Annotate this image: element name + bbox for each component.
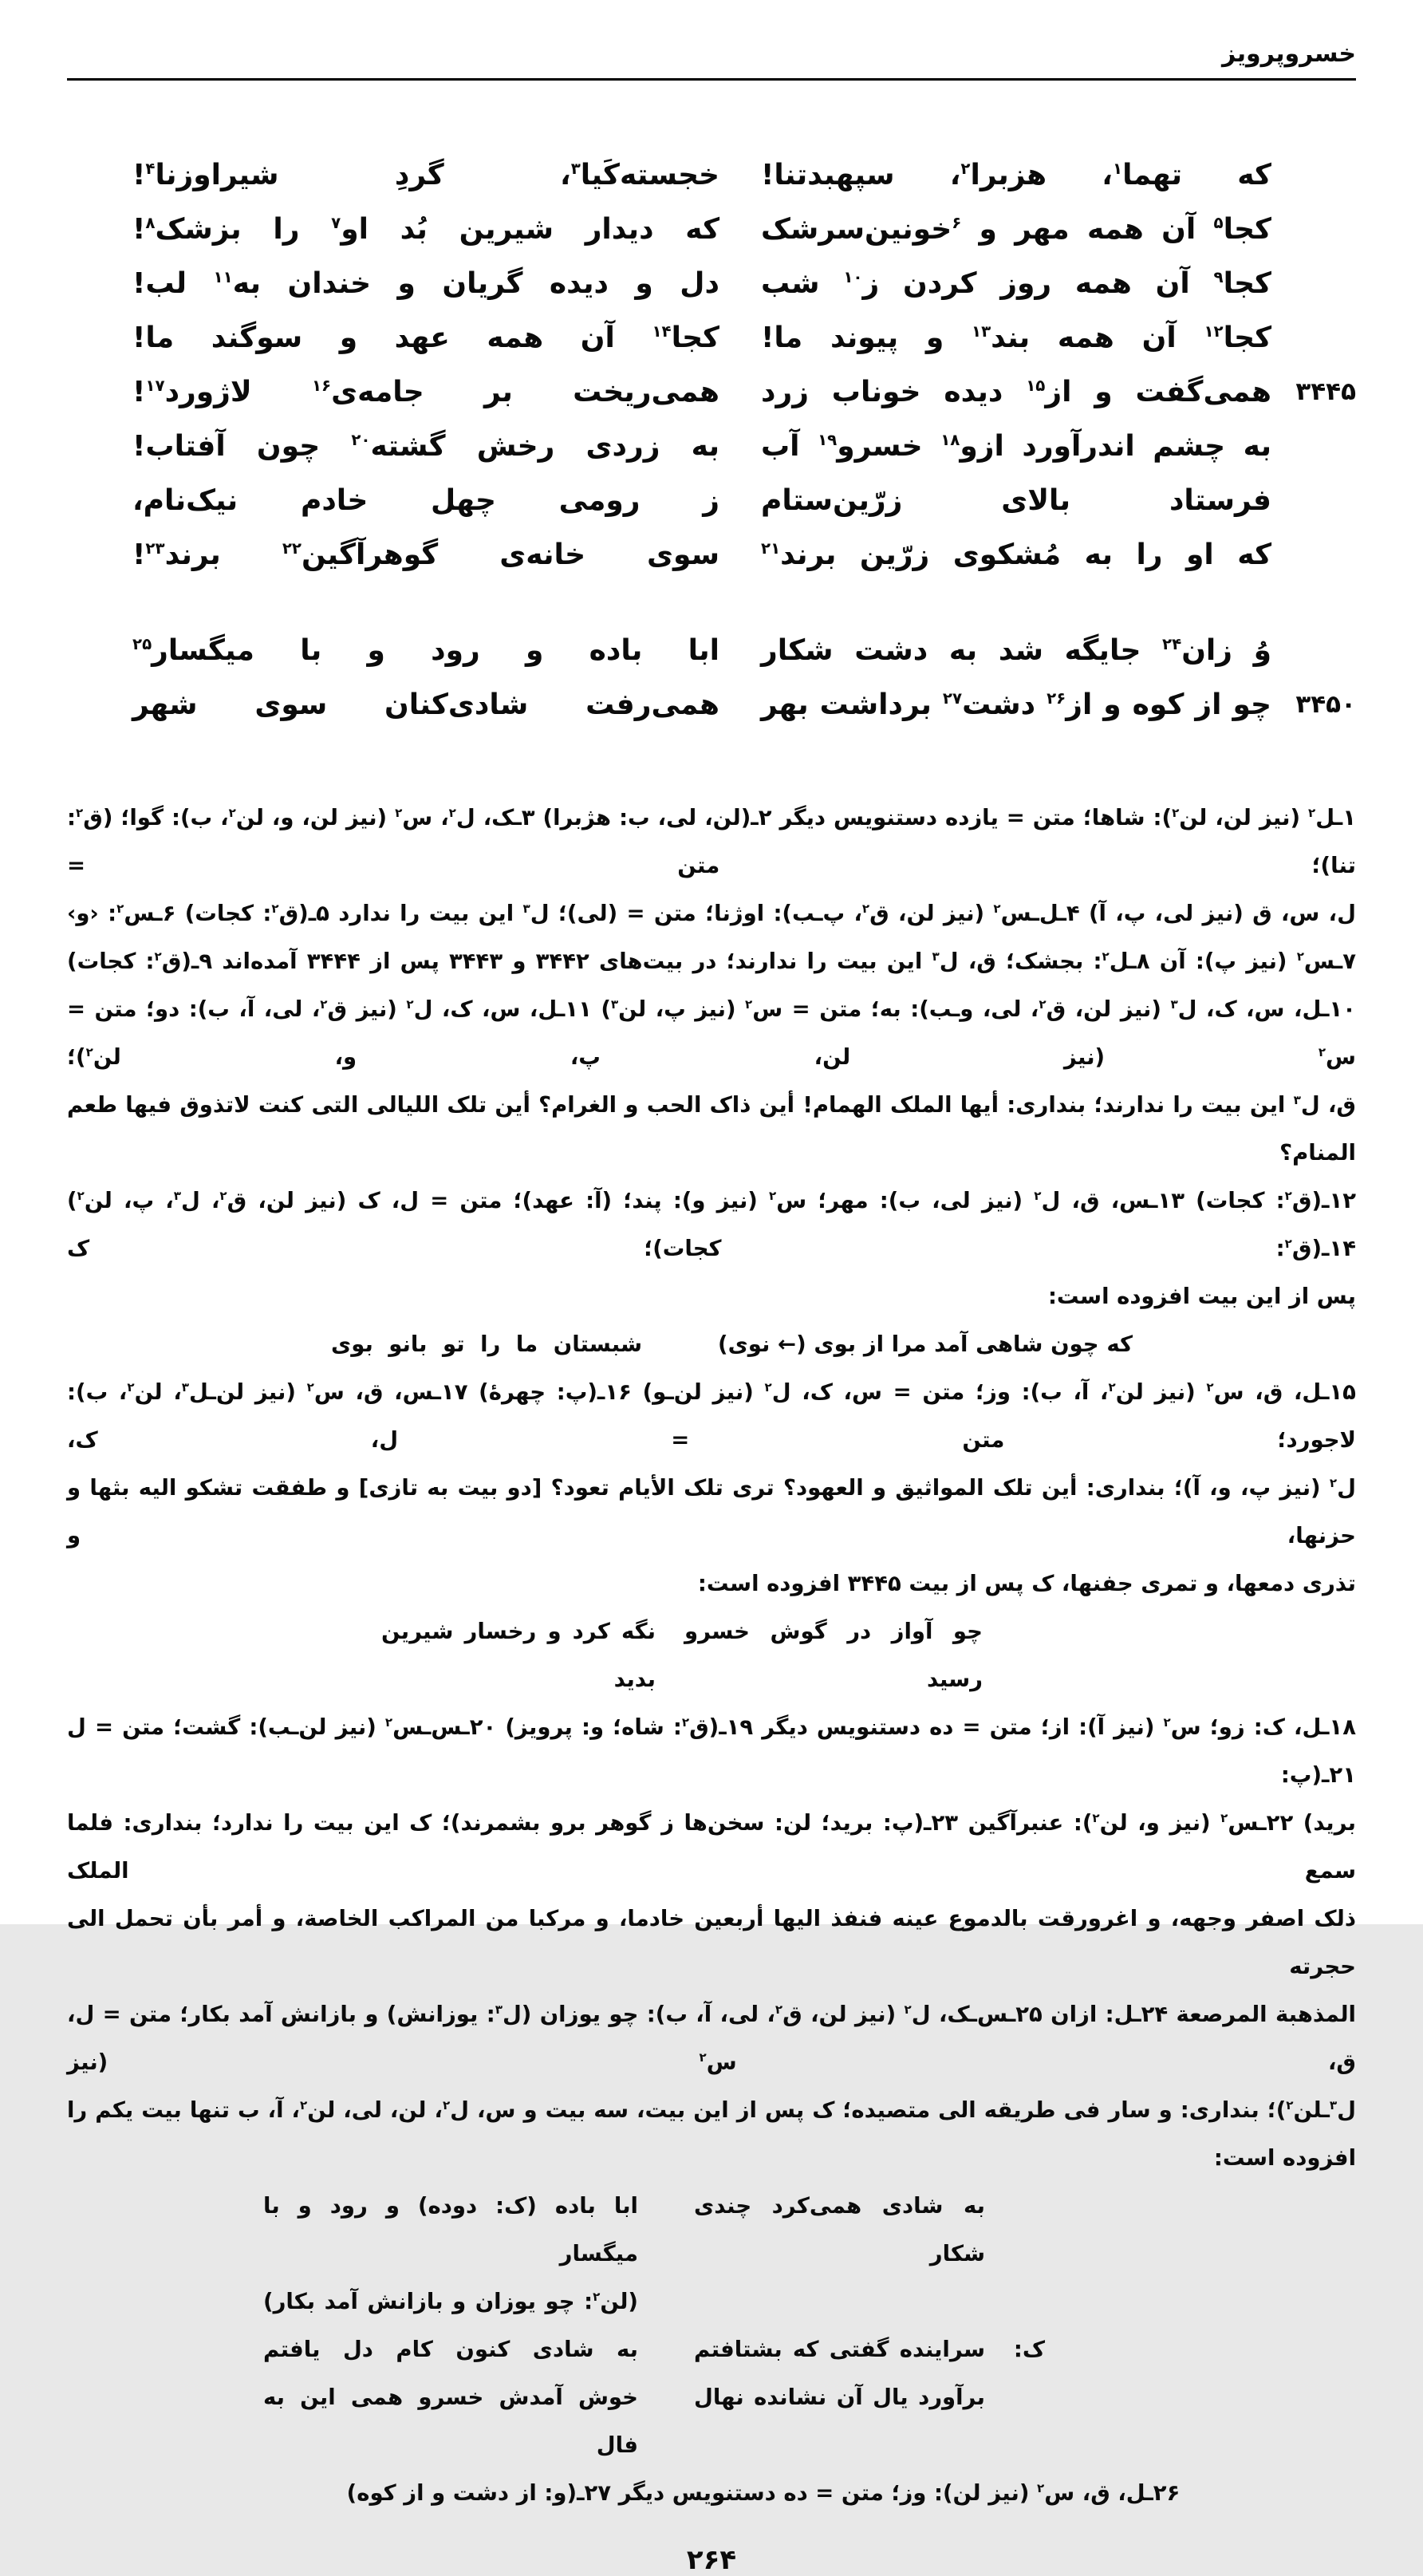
hemistich-right: فرستاد بالای زرّین‌ستام [761,483,1271,517]
poem-section [67,148,1356,732]
apparatus-verse-right: سراینده گفتی که بشتافتم [694,2337,985,2362]
apparatus-verse [67,1320,1356,1368]
poem-couplet [67,256,1356,310]
apparatus-verse [67,2326,1356,2373]
verse-number: ۳۴۵۰ [1295,690,1356,719]
apparatus-line: ۲۶ـل، ق، س$^۲$ (نیز لن): وز؛ متن = ده دستنویس دیگر ۲۷ـ(و: از دشت و از کوه) [346,2480,1181,2506]
hemistich-left: به زردی رخش گشته$^{۲۰}$ چون آفتاب! [132,429,719,463]
apparatus-verse-right: به شادی همی‌کرد چندی شکار [694,2193,985,2266]
hemistich-left: کجا$^{۱۴}$ آن همه عهد و سوگند ما! [132,321,719,354]
apparatus-verse [67,2278,1356,2326]
verse-number: ۳۴۴۵ [1295,377,1356,406]
apparatus-line: ذلک اصفر وجهه، و اغرورقت بالدموع عینه فنفذ الیها أربعین خادما، و مرکبا من المراکب الخاصة، و أمر بأن تحمل الی حجرته [67,1906,1356,1979]
hemistich-left: ز رومی چهل خادم نیک‌نام، [132,483,719,517]
poem-couplet [67,677,1356,732]
apparatus-verse-right: چو آواز در گوش خسرو رسید [684,1619,983,1692]
poem-couplet [67,623,1356,677]
apparatus-line: ق، ل$^۳$ این بیت را ندارند؛ بنداری: أیها الملک الهمام! أین ذاک الحب و الغرام؟ أین تلک اللیالی التی کنت لاتذوق فیها طعم المنام؟ [67,1092,1356,1166]
running-head-title: خسروپرویز [1222,40,1356,68]
hemistich-left: خجسته‌کَیا$^۳$، گردِ شیراوزنا$^۴$! [132,158,719,191]
hemistich-right: کجا$^{۱۲}$ آن همه بند$^{۱۳}$ و پیوند ما! [761,321,1272,354]
apparatus-verse [67,1608,1356,1703]
hemistich-left: همی‌ریخت بر جامه‌ی$^{۱۶}$ لاژورد$^{۱۷}$! [132,375,719,408]
apparatus-verse-prefix [985,2182,1045,2278]
hemistich-left: ابا باده و رود و با میگسار$^{۲۵}$ [132,633,719,667]
apparatus-line: ۱۵ـل، ق، س$^۲$ (نیز لن$^۲$، آ، ب): وز؛ متن = س، ک، ل$^۲$ (نیز لن‌ـو) ۱۶ـ(پ: چهرهٔ) ۱۷ـس، ق، س$^۲$ (نیز لن‌ـل$^۳$، لن$^۲$، ب): لاجورد؛ متن = ل، ک، [67,1379,1356,1453]
hemistich-right: کجا$^۵$ آن همه مهر و $^۶$خونین‌سرشک [761,212,1271,246]
apparatus-verse-prefix [985,2278,1045,2326]
apparatus-line: پس از این بیت افزوده است: [1047,1284,1356,1309]
poem-couplet [67,310,1356,365]
apparatus-line: ل، س، ق (نیز لی، پ، آ) ۴ـل‌ـس$^۲$ (نیز لن، ق$^۲$، پ‌ـب): اوژنا؛ متن = (لی)؛ ل$^۳$ این بیت را ندارد ۵ـ(ق$^۲$: کجات) ۶ـس$^۲$: ‹و› [67,901,1356,926]
apparatus-verse-left: نگه کرد و رخسار شیرین بدید [381,1619,656,1692]
poem-couplet [67,202,1356,256]
apparatus-line: المذهبة المرصعة ۲۴ـل: ازان ۲۵ـس‌ـک، ل$^۲$ (نیز لن، ق$^۲$، لی، آ، ب): چو یوزان (ل$^۳$: یوزانش) و بازانش آمد بکار؛ متن = ل، ق، س$^۲$ (نیز [67,2002,1356,2075]
hemistich-right: وُ زان$^{۲۴}$ جایگه شد به دشت شکار [761,633,1272,667]
apparatus-verse-left: ابا باده (ک: دوده) و رود و با میگسار [263,2193,638,2266]
hemistich-left: همی‌رفت شادی‌کنان سوی شهر [132,688,719,721]
apparatus-line: ۱ـل$^۲$ (نیز لن، لن$^۲$): شاها؛ متن = یازده دستنویس دیگر ۲ـ(لن، لی، ب: هژبرا) ۳ـک، ل$^۲$، س$^۲$ (نیز لن، و، لن$^۲$، ب): گوا؛ (ق$^۲$: تنا)؛ متن = [67,805,1356,878]
apparatus-verse-left: به شادی کنون کام دل یافتم [263,2337,638,2362]
apparatus-verse-prefix: ک: [1013,2337,1045,2362]
hemistich-right: کجا$^۹$ آن همه روز کردن ز$^{۱۰}$ شب [761,266,1271,300]
hemistich-right: چو از کوه و از$^{۲۶}$ دشت$^{۲۷}$ برداشت بهر [761,688,1271,721]
page-number: ۲۶۴ [686,2544,737,2576]
poem-couplet [67,527,1356,582]
hemistich-right: به چشم اندرآورد ازو$^{۱۸}$ خسرو$^{۱۹}$ آب [761,429,1271,463]
apparatus-verse-right: که چون شاهی آمد مرا از بوی (← نوی) [718,1331,1133,1357]
apparatus-line: ۷ـس$^۲$ (نیز پ): آن ۸ـل$^۲$: بجشک؛ ق، ل$^۳$ این بیت را ندارند؛ در بیت‌های ۳۴۴۲ و ۳۴۴۳ پس از ۳۴۴۴ آمده‌اند ۹ـ(ق$^۲$: کجات) [67,949,1356,974]
hemistich-left: دل و دیده گریان و خندان به$^{۱۱}$ لب! [132,266,719,300]
apparatus-verse-right [694,2278,985,2326]
apparatus-line: برید) ۲۲ـس$^۲$ (نیز و، لن$^۲$): عنبرآگین ۲۳ـ(پ: برید؛ لن: سخن‌ها ز گوهر برو بشمرند)؛ ک این بیت را ندارد؛ بنداری: فلما سمع الملک [67,1810,1357,1884]
poem-couplet [67,419,1356,473]
hemistich-right: که او را به مُشکوی زرّین برند$^{۲۱}$ [761,538,1271,571]
poem-couplet [67,473,1356,527]
apparatus-verse-right: برآورد یال آن نشانده نهال [694,2385,985,2410]
apparatus-verse [67,2373,1356,2469]
apparatus-verse-left: (لن$^۲$: چو یوزان و بازانش آمد بکار) [263,2289,638,2314]
apparatus-verse-left: خوش آمدش خسرو همی این به فال [263,2385,638,2458]
apparatus-line: ل$^۳$ـلن$^۲$)؛ بنداری: و سار فی طریقه الی متصیده؛ ک پس از این بیت، سه بیت و س، ل$^۲$، لن، لی، لن$^۲$، آ، ب تنها بیت یکم را افزوده است: [67,2097,1357,2171]
hemistich-right: که تهما$^۱$، هزبرا$^۲$، سپهبدتنا! [761,158,1271,191]
hemistich-left: سوی خانه‌ی گوهرآگین$^{۲۲}$ برند$^{۲۳}$! [132,538,719,571]
apparatus-line: تذری دمعها، و تمری جفنها، ک پس از بیت ۳۴۴۵ افزوده است: [697,1571,1356,1596]
apparatus-line: ۱۲ـ(ق$^۲$: کجات) ۱۳ـس، ق، ل$^۲$ (نیز لی، ب): مهر؛ س$^۲$ (نیز و): پند؛ (آ: عهد)؛ متن = ل، ک (نیز لن، ق$^۲$، ل$^۳$، پ، لن$^۲$) ۱۴ـ(ق$^۲$: کجات)؛ ک [67,1188,1357,1261]
apparatus-verse-prefix [985,2373,1045,2469]
poem-couplet [67,148,1356,202]
critical-apparatus [67,794,1356,2517]
apparatus-verse-left: شبستان ما را تو بانو بوی [331,1331,642,1357]
apparatus-line: ۱۸ـل، ک: زو؛ س$^۲$ (نیز آ): از؛ متن = ده دستنویس دیگر ۱۹ـ(ق$^۲$: شاه؛ و: پرویز) ۲۰ـس‌ـس$^۲$ (نیز لن‌ـب): گشت؛ متن = ل ۲۱ـ(پ: [67,1714,1356,1788]
apparatus-line: ل$^۲$ (نیز پ، و، آ)؛ بنداری: أین تلک المواثیق و العهود؟ تری تلک الأیام تعود؟ [دو بیت به تازی] و طفقت تشکو الیه بثها و حزنها، و [67,1475,1356,1548]
header-rule [67,78,1356,81]
apparatus-verse [67,2182,1356,2278]
hemistich-left: که دیدار شیرین بُد او$^۷$ را بزشک$^۸$! [132,212,720,246]
poem-couplet [67,365,1356,419]
hemistich-right: همی‌گفت و از$^{۱۵}$ دیده خوناب زرد [761,375,1271,408]
apparatus-line: ۱۰ـل، س، ک، ل$^۳$ (نیز لن، ق$^۲$، لی، وـب): به؛ متن = س$^۲$ (نیز پ، لن$^۳$) ۱۱ـل، س، ک، ل$^۲$ (نیز ق$^۲$، لی، آ، ب): دو؛ متن = س$^۲$ (نیز لن، پ، و، لن$^۲$)؛ [67,996,1356,1070]
